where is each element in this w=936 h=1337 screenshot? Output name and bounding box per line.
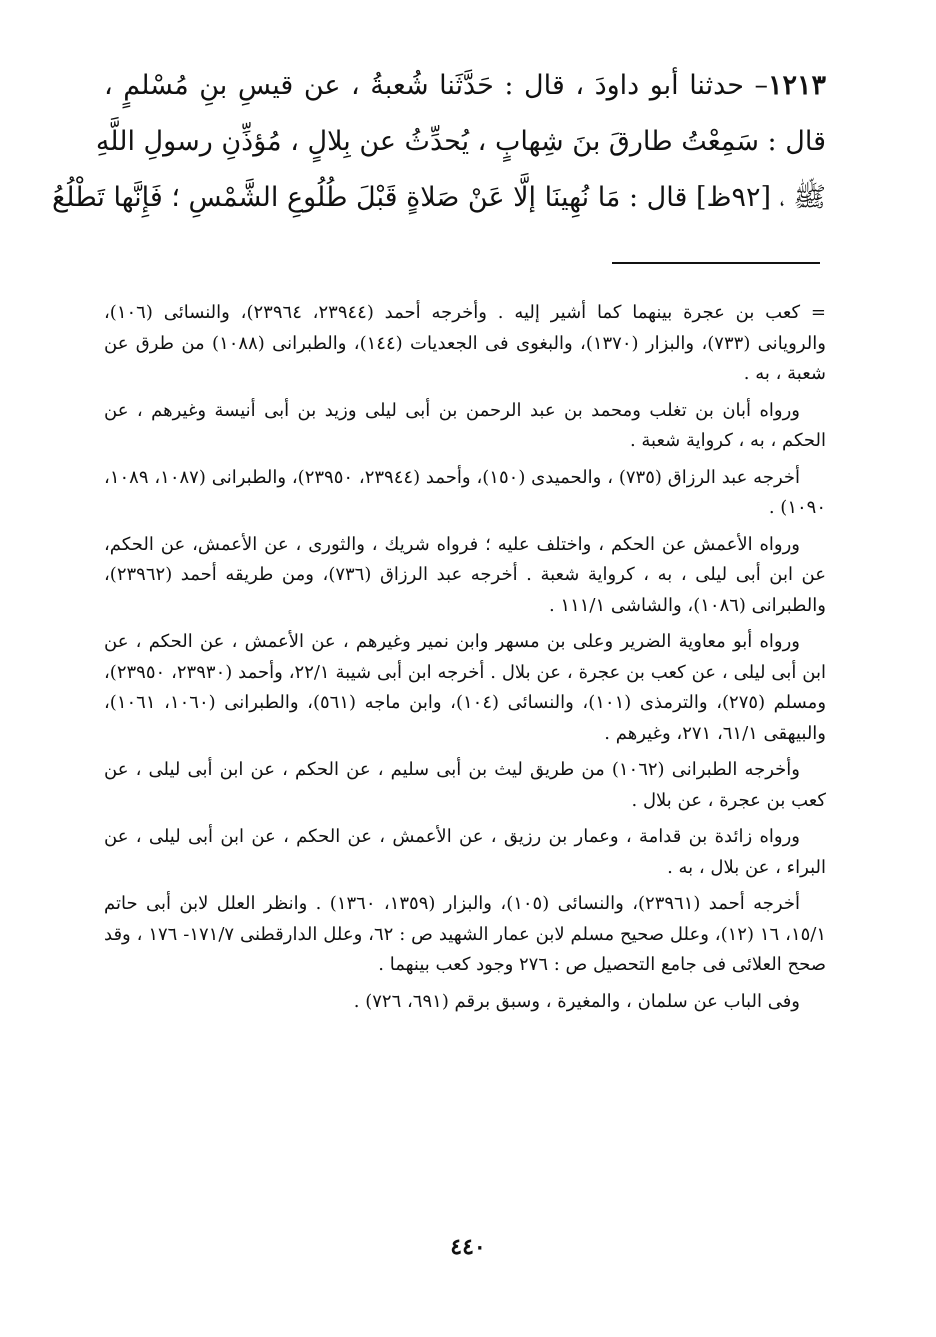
hadith-line-1-text: – حدثنا أبو داودَ ، قال : حَدَّثَنا شُعبةُ ، عن قيسِ بنِ مُسْلمٍ ، [104,70,768,101]
footnote-paragraph: أخرجه أحمد (٢٣٩٦١)، والنسائى (١٠٥)، والبزار (١٣٥٩، ١٣٦٠) . وانظر العلل لابن أبى حاتم ١٥/١، ١٦ (١٢)، وعلل صحيح مسلم لابن عمار الشهيد ص : ٦٢، وعلل الدارقطنى ١٧١/٧- ١٧٦ ، وقد صحح العلائى فى جامع التحصيل ص : ٢٧٦ وجود كعب بينهما . [104,893,827,975]
hadith-line-1 [104,58,826,114]
footnote-paragraph: ورواه أبو معاوية الضرير وعلى بن مسهر وابن نمير وغيرهم ، عن الأعمش ، عن الحكم ، عن ابن أبى ليلى ، عن كعب بن عجرة ، عن بلال . أخرجه ابن أبى شيبة ٢٢/١، وأحمد (٢٣٩٣٠، ٢٣٩٥٠)، ومسلم (٢٧٥)، والترمذى (١٠١)، والنسائى (١٠٤)، وابن ماجه (٥٦١)، والطبرانى (١٠٦٠، ١٠٦١)، والبيهقى ٦١/١، ٢٧١، وغيرهم . [104,631,827,744]
hadith-text [51,58,826,226]
hadith-line-3: ﷺ ، [٩٢ظ] قال : مَا نُهِينَا إلَّا عَنْ صَلاةٍ قَبْلَ طُلُوعِ الشَّمْسِ ؛ فَإِنَّها تَطْلُعُ [51,182,826,213]
footnote-paragraph: = كعب بن عجرة بينهما كما أشير إليه . وأخرجه أحمد (٢٣٩٤٤، ٢٣٩٦٤)، والنسائى (١٠٦)، والرويانى (٧٣٣)، والبزار (١٣٧٠)، والبغوى فى الجعديات (١٤٤)، والطبرانى (١٠٨٨) من طرق عن شعبة ، به . [104,302,827,384]
footnote-separator [612,262,820,264]
hadith-number: ١٢١٣ [767,70,826,101]
footnote-paragraph: وأخرجه الطبرانى (١٠٦٢) من طريق ليث بن أبى سليم ، عن الحكم ، عن ابن أبى ليلى ، عن كعب بن عجرة ، عن بلال . [104,759,826,811]
footnote-paragraph: أخرجه عبد الرزاق (٧٣٥) ، والحميدى (١٥٠)، وأحمد (٢٣٩٤٤، ٢٣٩٥٠)، والطبرانى (١٠٨٧، ١٠٨٩، ١٠٩٠) . [104,466,826,518]
page-number: ٤٤٠ [450,1234,486,1260]
hadith-line-2: قال : سَمِعْتُ طارقَ بنَ شِهابٍ ، يُحدِّثُ عن بِلالٍ ، مُؤذِّنِ رسولِ اللَّهِ [95,126,826,157]
footnote-paragraph: ورواه الأعمش عن الحكم ، واختلف عليه ؛ فرواه شريك ، والثورى ، عن الأعمش، عن الحكم، عن ابن أبى ليلى ، به ، كرواية شعبة . أخرجه عبد الرزاق (٧٣٦)، ومن طريقه أحمد (٢٣٩٦٢)، والطبرانى (١٠٨٦)، والشاشى ١١١/١ . [104,533,826,616]
footnote-paragraph: وفى الباب عن سلمان ، والمغيرة ، وسبق برقم (٦٩١، ٧٢٦) . [353,990,800,1012]
footnotes [104,298,826,1023]
footnote-paragraph: ورواه زائدة بن قدامة ، وعمار بن رزيق ، عن الأعمش ، عن الحكم ، عن ابن أبى ليلى ، عن البراء ، عن بلال ، به . [104,826,826,878]
footnote-paragraph: ورواه أبان بن تغلب ومحمد بن عبد الرحمن بن أبى ليلى وزيد بن أبى أنيسة وغيرهم ، عن الحكم ، به ، كرواية شعبة . [104,399,826,451]
